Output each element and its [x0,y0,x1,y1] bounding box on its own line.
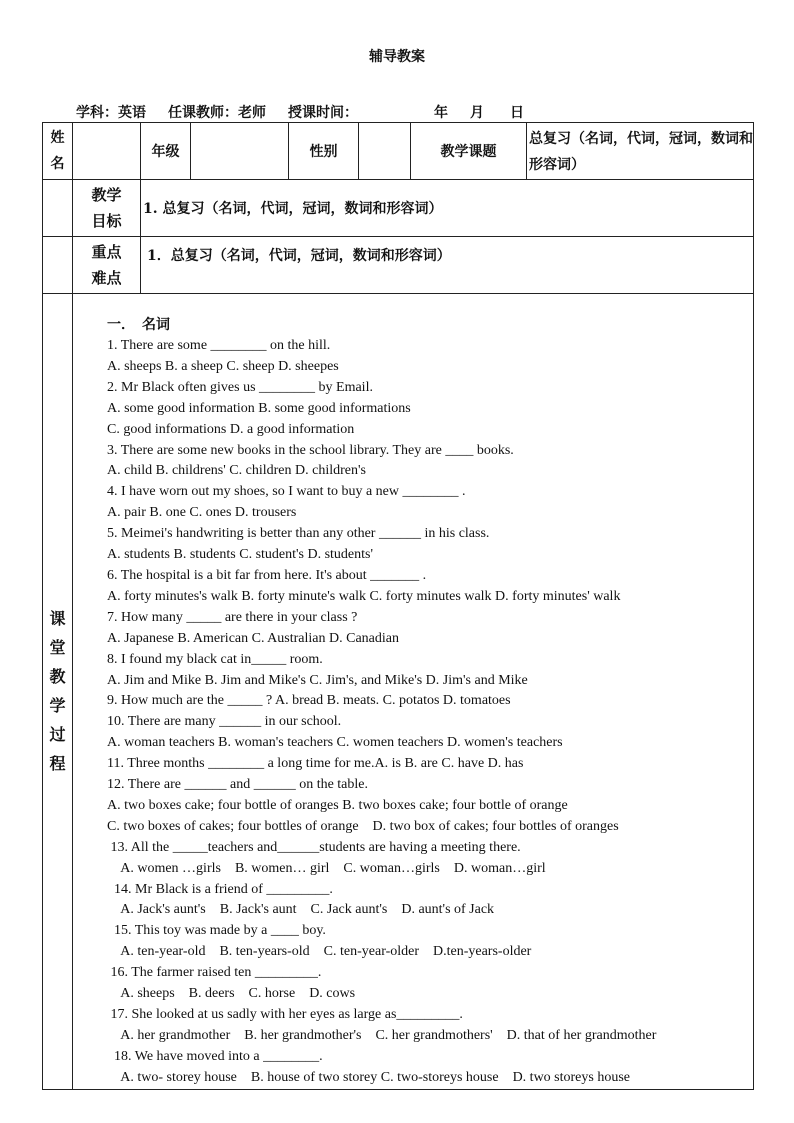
document-title: 辅导教案 [369,49,425,65]
exercise-line: C. good informations D. a good information [107,421,355,437]
process-label-char: 教 [49,667,66,687]
grade-label: 年级 [141,123,191,180]
process-label-char: 过 [49,725,66,745]
goal-label-line2: 目标 [91,212,122,230]
exercise-line: A. some good information B. some good informations [107,400,411,416]
year-label: 年 [434,105,448,121]
topic-label: 教学课题 [411,123,527,180]
goal-spacer-cell [43,180,73,237]
key-label-cell [73,237,141,294]
grade-value-cell[interactable] [191,123,289,180]
gender-value-cell[interactable] [359,123,411,180]
key-label-line1: 重点 [91,243,122,261]
exercise-line: A. Japanese B. American C. Australian D. Canadian [107,630,399,646]
key-row [43,237,754,294]
exercise-line: 17. She looked at us sadly with her eyes as large as_________. [107,1007,463,1022]
exercise-line: 18. We have moved into a ________. [107,1048,323,1064]
exercise-line: 1. There are some ________ on the hill. [107,338,331,353]
exercise-content [73,294,754,1090]
name-value-cell[interactable] [73,123,141,180]
exercise-line: A. child B. childrens' C. children D. children's [107,463,366,479]
day-label: 日 [510,105,524,121]
header-row [43,123,754,180]
key-label-line2: 难点 [91,269,122,287]
process-label-char: 学 [49,696,66,716]
exercise-line: A. sheeps B. deers C. horse D. cows [107,986,356,1002]
subject-label: 学科：英语 [76,105,146,121]
exercise-line: A. Jim and Mike B. Jim and Mike's C. Jim's, and Mike's D. Jim's and Mike [107,672,528,688]
exercise-line: A. woman teachers B. woman's teachers C. women teachers D. women's teachers [107,735,563,751]
exercise-line: 4. I have worn out my shoes, so I want to buy a new ________ . [107,484,466,500]
process-label-char: 堂 [49,638,66,658]
teacher-label: 任课教师：老师 [168,105,266,121]
process-label-cell [43,294,73,1090]
exercise-line: C. two boxes of cakes; four bottles of orange D. two box of cakes; four bottles of oranges [107,818,619,834]
exercise-line: A. two boxes cake; four bottle of oranges B. two boxes cake; four bottle of orange [107,797,568,813]
exercise-line: A. two- storey house B. house of two storey C. two-storeys house D. two storeys house [107,1069,631,1085]
exercise-line: 8. I found my black cat in_____ room. [107,651,323,667]
exercise-line: A. Jack's aunt's B. Jack's aunt C. Jack aunt's D. aunt's of Jack [107,902,495,918]
exercise-line: 9. How much are the _____ ? A. bread B. meats. C. potatos D. tomatoes [107,693,511,709]
exercise-line: 12. There are ______ and ______ on the table. [107,777,369,793]
process-label-char: 课 [49,609,66,629]
name-label-cell [43,123,73,180]
exercise-line: 5. Meimei's handwriting is better than any other ______ in his class. [107,526,490,542]
exercise-line: A. pair B. one C. ones D. trousers [107,505,297,521]
exercise-line: A. sheeps B. a sheep C. sheep D. sheepes [107,358,339,374]
name-label: 姓名 [50,130,65,172]
goal-label-cell [73,180,141,237]
process-row [43,294,754,1090]
process-label-char: 程 [49,754,66,774]
exercise-line: A. women …girls B. women… girl C. woman…girls D. woman…girl [107,860,546,876]
goal-label-line1: 教学 [91,186,122,204]
meta-line [76,102,524,122]
month-label: 月 [470,105,484,121]
exercise-lines [107,336,753,1089]
goal-row [43,180,754,237]
exercise-line: 16. The farmer raised ten _________. [107,965,322,981]
exercise-line: 7. How many _____ are there in your class ? [107,609,358,625]
exercise-line: 14. Mr Black is a friend of _________. [107,881,333,897]
lesson-plan-table [42,122,754,1090]
section-title: 一． 名词 [107,317,170,333]
time-label: 授课时间： [288,105,358,121]
exercise-line: 15. This toy was made by a ____ boy. [107,923,326,939]
exercise-line: A. forty minutes's walk B. forty minute's walk C. forty minutes walk D. forty minutes' walk [107,588,621,604]
exercise-line: 10. There are many ______ in our school. [107,714,342,730]
goal-value: 1. 总复习（名词，代词，冠词，数词和形容词） [141,180,754,237]
exercise-line: 3. There are some new books in the school library. They are ____ books. [107,442,514,458]
key-spacer-cell [43,237,73,294]
exercise-line: A. her grandmother B. her grandmother's C. her grandmothers' D. that of her grandmother [107,1027,657,1043]
key-value: 1．总复习（名词，代词，冠词，数词和形容词） [141,237,754,294]
exercise-line: 2. Mr Black often gives us ________ by Email. [107,379,373,395]
exercise-line: 6. The hospital is a bit far from here. It's about _______ . [107,567,427,583]
exercise-line: 13. All the _____teachers and______students are having a meeting there. [107,839,521,855]
exercise-line: A. students B. students C. student's D. students' [107,547,373,563]
gender-label: 性别 [289,123,359,180]
exercise-line: A. ten-year-old B. ten-years-old C. ten-year-older D.ten-years-older [107,944,532,960]
exercise-line: 11. Three months ________ a long time for me.A. is B. are C. have D. has [107,756,524,772]
topic-value: 总复习（名词，代词，冠词，数词和形容词） [527,123,754,180]
